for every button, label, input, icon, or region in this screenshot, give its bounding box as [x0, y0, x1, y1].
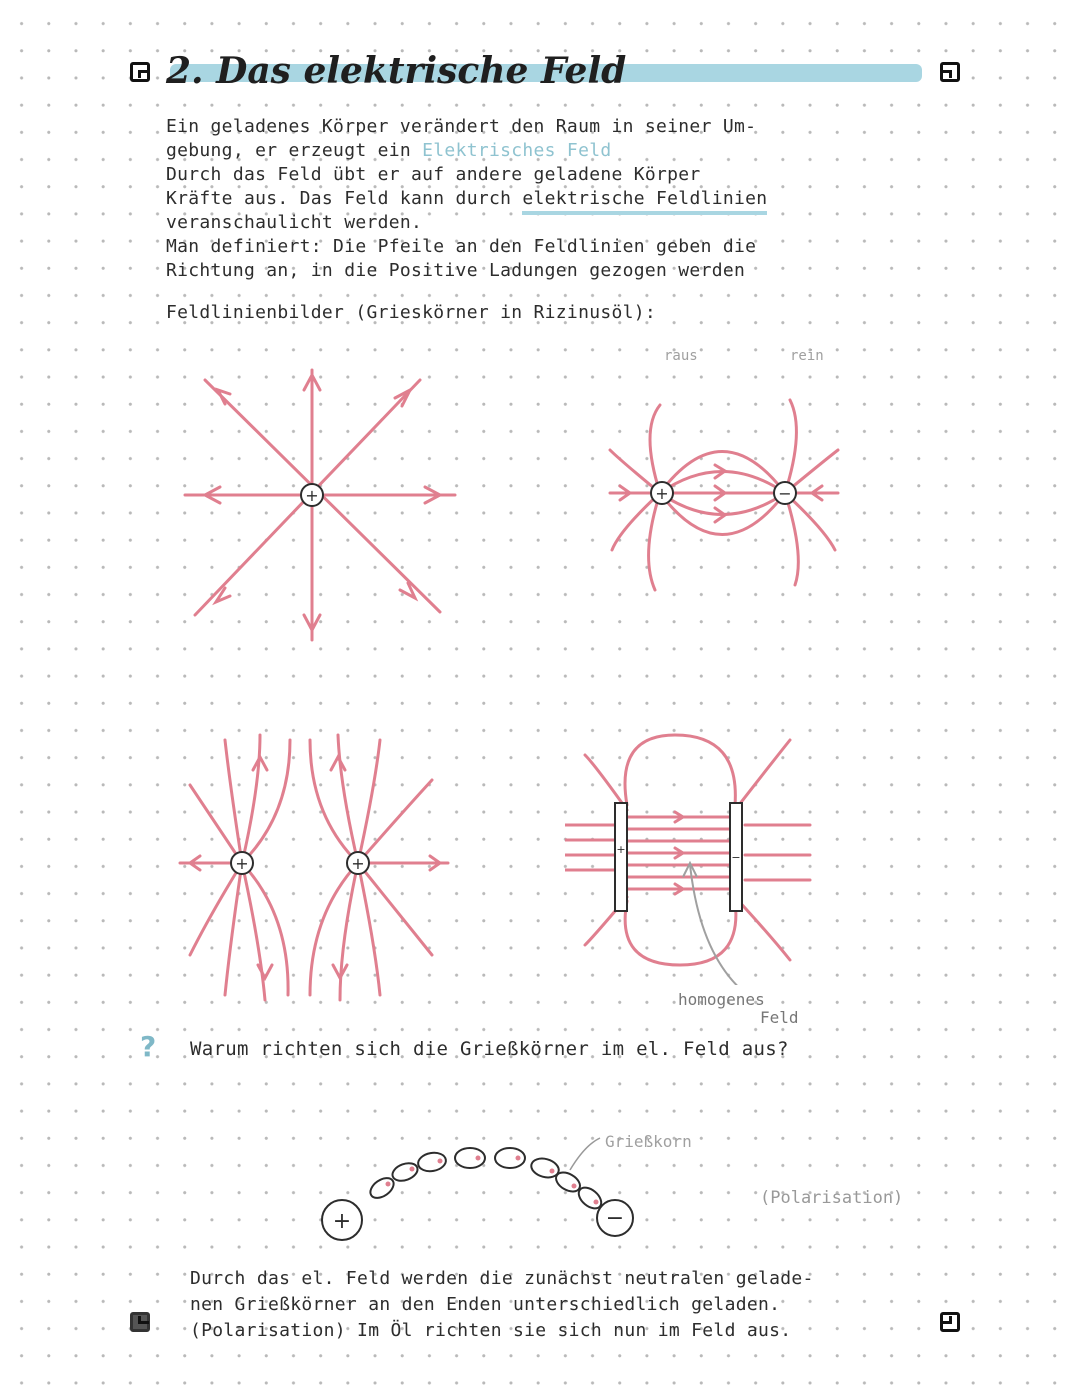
charge-sign: + [655, 484, 669, 503]
intro-line-5: veranschaulicht werden. [166, 212, 423, 233]
question-text: Warum richten sich die Grießkörner im el. Feld aus? [190, 1038, 789, 1060]
diagram-polarization [300, 1130, 660, 1250]
diagram-like-charges [170, 725, 460, 1005]
corner-bracket-icon [130, 1312, 150, 1332]
intro-line-7: Richtung an, in die Positive Ladungen gezogen werden [166, 260, 746, 281]
charge-sign: − [778, 484, 792, 503]
diagram-dipole [600, 390, 850, 600]
field-line [190, 785, 242, 863]
corner-bracket-icon [940, 62, 960, 82]
corner-bracket-icon [940, 1312, 960, 1332]
field-line [242, 740, 290, 863]
grain-charge-dot [572, 1184, 577, 1189]
intro-line-1: Ein geladenes Körper verändert den Raum in seiner Um- [166, 116, 757, 137]
field-line [358, 780, 432, 863]
page-title: 2. Das elektrische Feld [166, 50, 627, 92]
intro-line-2-text: gebung, er erzeugt ein [166, 140, 423, 161]
field-line [310, 740, 358, 863]
grain-charge-dot [438, 1159, 443, 1164]
section-heading: Feldlinienbilder (Grieskörner in Rizinusöl): [166, 302, 657, 323]
field-line [225, 740, 242, 863]
intro-line-2 [166, 142, 611, 160]
field-line [649, 493, 660, 590]
grain-label: Grießkorn [605, 1132, 692, 1151]
charge-sign: + [235, 854, 249, 873]
diagram-single-charge [170, 350, 470, 650]
charge-sign: + [332, 1209, 352, 1234]
field-line [785, 400, 796, 493]
field-line [585, 755, 627, 810]
term-electric-field: Elektrisches Feld [422, 140, 612, 161]
charge-sign: + [305, 486, 319, 505]
charge-sign: + [351, 854, 365, 873]
field-line [358, 863, 380, 995]
question-mark-icon: ? [140, 1030, 157, 1063]
field-line [625, 735, 735, 805]
grain [390, 1160, 420, 1184]
field-line [358, 740, 380, 863]
arrow-icon [258, 965, 272, 978]
polarization-note: (Polarisation) [760, 1188, 904, 1208]
field-line [735, 740, 790, 810]
plate-sign: − [731, 851, 741, 864]
field-line [625, 901, 736, 965]
positive-plate [615, 803, 627, 911]
field-line [358, 863, 432, 955]
grain-charge-dot [594, 1200, 599, 1205]
field-line [242, 863, 265, 1000]
arrow-icon [331, 757, 345, 770]
field-line [310, 863, 358, 995]
field-line [225, 863, 242, 995]
term-field-lines: elektrische Feldlinien [522, 188, 767, 215]
plate-sign: + [616, 843, 626, 856]
intro-line-3: Durch das Feld übt er auf andere geladene Körper [166, 164, 701, 185]
grain-charge-dot [476, 1156, 481, 1161]
grain-charge-dot [410, 1167, 415, 1172]
field-line [735, 897, 790, 960]
homogeneous-label-2: Feld [760, 1008, 799, 1027]
intro-line-4-text: Kräfte aus. Das Feld kann durch [166, 188, 523, 209]
conclusion-line-2: nen Grießkörner an den Enden unterschiedlich geladen. [190, 1294, 781, 1315]
label-in: rein [790, 348, 824, 364]
intro-line-6: Man definiert: Die Pfeile an den Feldlinien geben die [166, 236, 757, 257]
corner-bracket-icon [130, 62, 150, 82]
charge-sign: − [605, 1206, 625, 1231]
grain-charge-dot [516, 1156, 521, 1161]
intro-line-4 [166, 190, 767, 208]
grain [417, 1151, 448, 1174]
homogeneous-label: homogenes [678, 990, 765, 1009]
diagram-parallel-plates [565, 725, 825, 985]
grain-charge-dot [386, 1182, 391, 1187]
conclusion-line-3: (Polarisation) Im Öl richten sie sich nun im Feld aus. [190, 1320, 792, 1341]
label-out: raus [664, 348, 698, 364]
field-line [650, 405, 660, 493]
conclusion-line-1: Durch das el. Feld werden die zunächst neutralen gelade- [190, 1268, 814, 1289]
grain-charge-dot [550, 1169, 555, 1174]
pointer-line [570, 1138, 600, 1170]
field-line [785, 493, 798, 585]
